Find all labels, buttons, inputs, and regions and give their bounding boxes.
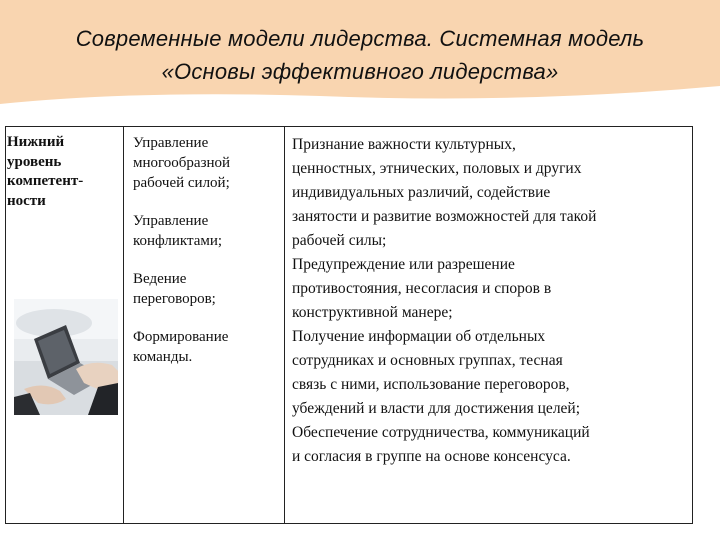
item-diverse-workforce: Управление многообразной рабочей силой;: [133, 135, 231, 191]
item-negotiations: Ведение переговоров;: [133, 271, 216, 307]
item-conflict-management: Управление конфликтами;: [133, 213, 223, 249]
competence-level-label: Нижний уровень компетент- ности: [7, 134, 84, 209]
description-column: [284, 127, 692, 523]
level-column: [6, 127, 123, 523]
item-team-building: Формирование команды.: [133, 329, 229, 365]
management-areas-column: [123, 127, 284, 523]
leadership-table: [5, 126, 693, 524]
laptop-hands-photo: [14, 299, 118, 415]
description-text: Признание важности культурных, ценностных, этнических, половых и других индивидуальных различий, содействие занятости и развитие возможностей для такой рабочей силы; Предупреждение или разрешение противостояния, несогласия и споров в конструктивной манере; Получение информации об отдельных сотрудниках и основных группах, тесная связь с ними, использование переговоров, убеждений и власти для достижения целей; Обеспечение сотрудничества, коммуникаций и согласия в группе на основе консенсуса.: [292, 136, 597, 465]
slide-title: [20, 22, 700, 88]
title-line-1: Современные модели лидерства. Системная модель: [75, 26, 645, 51]
title-line-2: «Основы эффективного лидерства»: [161, 59, 559, 84]
